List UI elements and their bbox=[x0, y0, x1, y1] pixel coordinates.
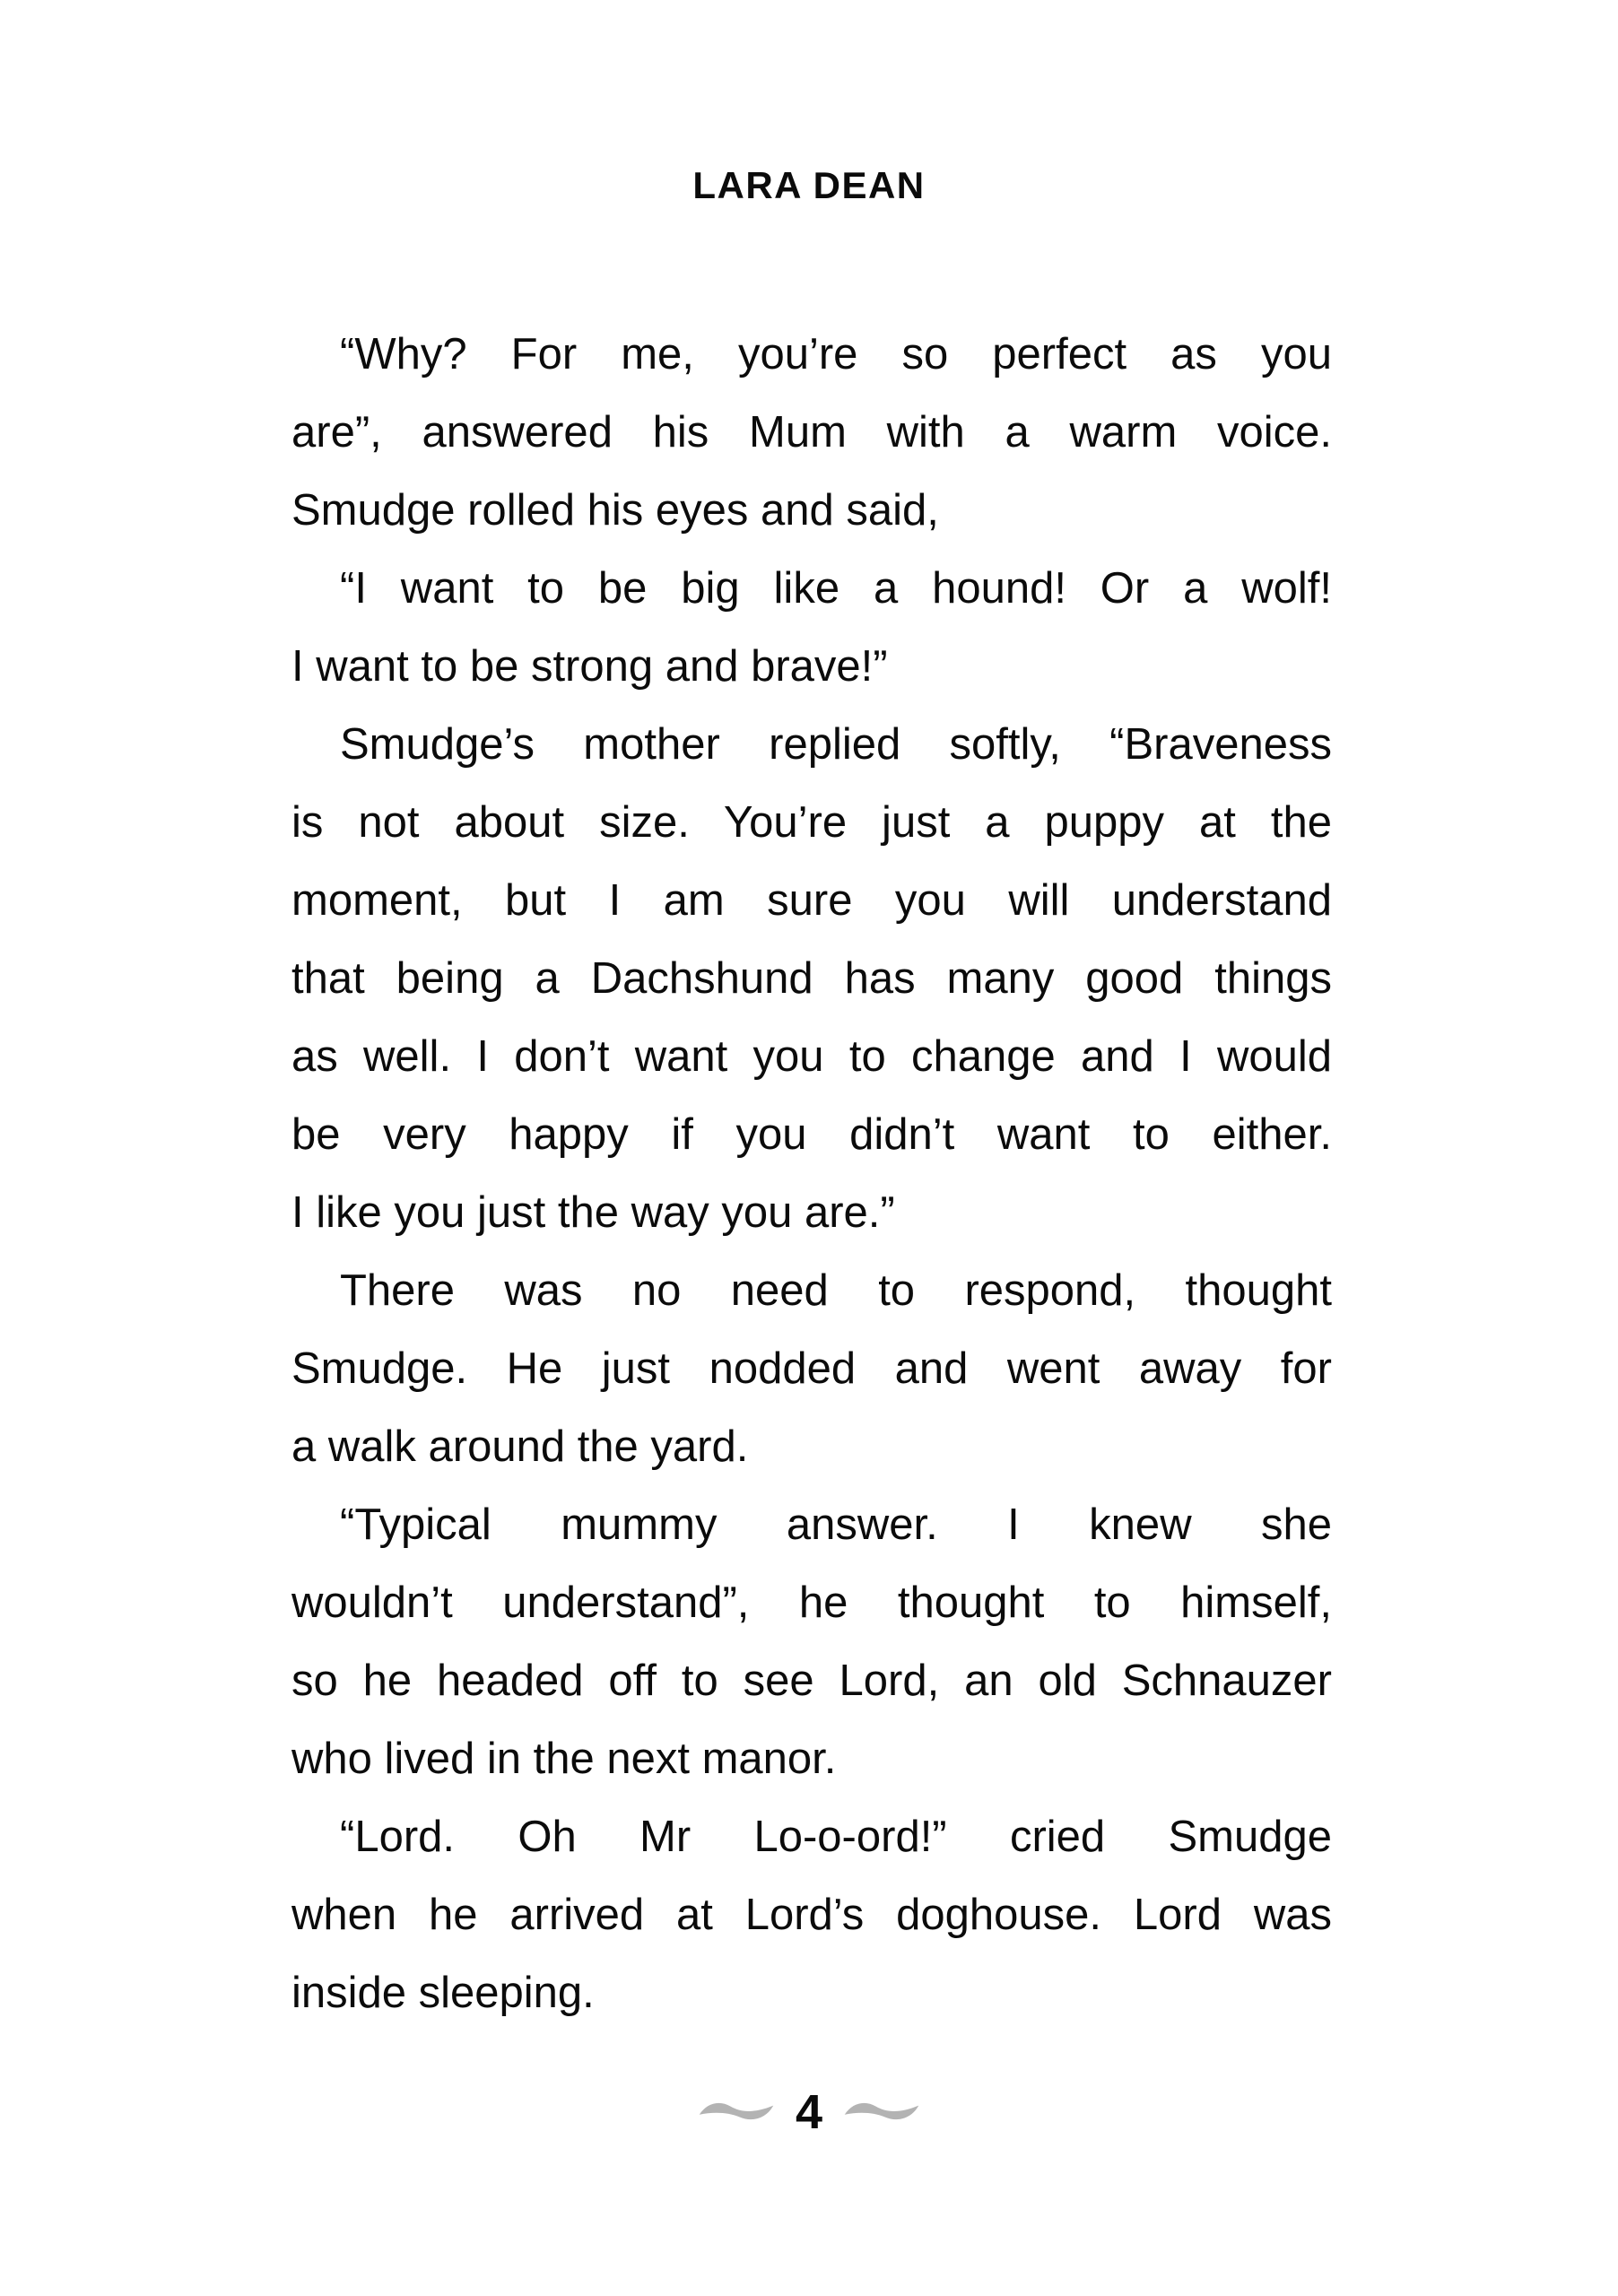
page-header-author: LARA DEAN bbox=[692, 164, 926, 206]
paragraph-1-line-3: Smudge rolled his eyes and said, bbox=[291, 486, 939, 535]
paragraph-2-line-2: I want to be strong and brave!” bbox=[291, 642, 888, 691]
paragraph-5-line-4: who lived in the next manor. bbox=[291, 1735, 837, 1783]
paragraph-2-line-1: “I want to be big like a hound! Or a wolf! bbox=[340, 564, 1332, 613]
paragraph-3-line-2: is not about size. You’re just a puppy at the bbox=[291, 798, 1332, 847]
paragraph-1-line-2: are”, answered his Mum with a warm voice. bbox=[291, 408, 1332, 457]
paragraph-3-line-4: that being a Dachshund has many good things bbox=[291, 954, 1332, 1003]
paragraph-3-line-5: as well. I don’t want you to change and I would bbox=[291, 1032, 1332, 1081]
paragraph-4-line-1: There was no need to respond, thought bbox=[340, 1266, 1332, 1315]
page-footer bbox=[0, 2085, 1618, 2139]
paragraph-6-line-1: “Lord. Oh Mr Lo-o-ord!” cried Smudge bbox=[340, 1813, 1332, 1861]
page-number: 4 bbox=[795, 2085, 823, 2139]
paragraph-5-line-2: wouldn’t understand”, he thought to himself, bbox=[291, 1578, 1332, 1627]
paragraph-3-line-6: be very happy if you didn’t want to either. bbox=[291, 1110, 1332, 1159]
paragraph-5-line-1: “Typical mummy answer. I knew she bbox=[340, 1500, 1332, 1549]
paragraph-3-line-1: Smudge’s mother replied softly, “Braveness bbox=[340, 720, 1332, 769]
paragraph-4-line-3: a walk around the yard. bbox=[291, 1422, 749, 1471]
body-text bbox=[291, 316, 1332, 2032]
left-swash-icon bbox=[697, 2099, 776, 2126]
right-swash-icon bbox=[842, 2099, 921, 2126]
paragraph-6-line-2: when he arrived at Lord’s doghouse. Lord was bbox=[291, 1891, 1332, 1939]
paragraph-3-line-7: I like you just the way you are.” bbox=[291, 1188, 895, 1237]
paragraph-6-line-3: inside sleeping. bbox=[291, 1969, 595, 2017]
paragraph-1-line-1: “Why? For me, you’re so perfect as you bbox=[340, 330, 1332, 378]
paragraph-4-line-2: Smudge. He just nodded and went away for bbox=[291, 1344, 1332, 1393]
paragraph-3-line-3: moment, but I am sure you will understand bbox=[291, 876, 1332, 925]
paragraph-5-line-3: so he headed off to see Lord, an old Schnauzer bbox=[291, 1657, 1332, 1705]
